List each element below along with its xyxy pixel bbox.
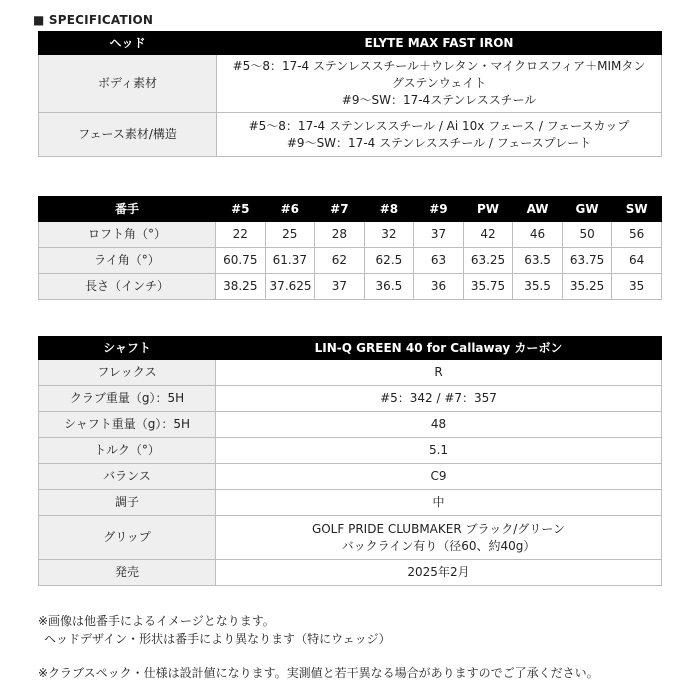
table-cell: 28	[315, 222, 365, 248]
table-cell: 56	[612, 222, 662, 248]
table-cell: 37.625	[265, 274, 315, 300]
table-row	[39, 248, 662, 274]
row-value-kick-point: 中	[216, 490, 662, 516]
value-line: バックライン有り（径60、約40g）	[341, 538, 536, 553]
value-line: #5〜8：17-4 ステンレススチール / Ai 10x フェース / フェースカップ	[248, 118, 630, 133]
row-value-grip	[216, 516, 662, 560]
column-header: GW	[562, 197, 612, 222]
note-spec-disclaimer: ※クラブスペック・仕様は設計値になります。実測値と若干異なる場合がありますのでご了承ください。	[38, 666, 599, 680]
row-label-flex: フレックス	[39, 360, 216, 386]
shaft-table-header-row	[39, 337, 662, 360]
table-cell: 35.75	[463, 274, 513, 300]
table-cell: 32	[364, 222, 414, 248]
column-header: SW	[612, 197, 662, 222]
table-cell: 35.25	[562, 274, 612, 300]
column-header: AW	[513, 197, 563, 222]
table-row	[39, 560, 662, 586]
table-cell: 62	[315, 248, 365, 274]
row-value-flex: R	[216, 360, 662, 386]
row-value-shaft-weight: 48	[216, 412, 662, 438]
row-label-torque: トルク（°）	[39, 438, 216, 464]
row-label-grip: グリップ	[39, 516, 216, 560]
row-label-loft: ロフト角（°）	[39, 222, 216, 248]
table-cell: 22	[216, 222, 266, 248]
table-cell: 60.75	[216, 248, 266, 274]
value-line: #9〜SW：17-4ステンレススチール	[341, 93, 537, 107]
table-row	[39, 490, 662, 516]
table-cell: 38.25	[216, 274, 266, 300]
row-value-torque: 5.1	[216, 438, 662, 464]
table-cell: 25	[265, 222, 315, 248]
row-value-club-weight: #5：342 / #7：357	[216, 386, 662, 412]
head-table-header-row	[39, 32, 662, 55]
column-header: #5	[216, 197, 266, 222]
table-cell: 36.5	[364, 274, 414, 300]
table-row	[39, 222, 662, 248]
column-header: #7	[315, 197, 365, 222]
column-header: #6	[265, 197, 315, 222]
table-cell: 36	[414, 274, 464, 300]
note-head-design: ヘッドデザイン・形状は番手により異なります（特にウェッジ）	[44, 632, 391, 646]
table-cell: 46	[513, 222, 563, 248]
row-label-face-material: フェース素材/構造	[39, 113, 217, 157]
section-title: ■ SPECIFICATION	[33, 13, 154, 27]
shaft-header-label: シャフト	[39, 337, 216, 360]
table-cell: 37	[414, 222, 464, 248]
column-header: #8	[364, 197, 414, 222]
table-cell: 64	[612, 248, 662, 274]
table-row	[39, 386, 662, 412]
row-label-balance: バランス	[39, 464, 216, 490]
row-label-lie: ライ角（°）	[39, 248, 216, 274]
row-label-kick-point: 調子	[39, 490, 216, 516]
row-value-release: 2025年2月	[216, 560, 662, 586]
table-cell: 62.5	[364, 248, 414, 274]
value-line: グステンウェイト	[391, 76, 487, 90]
table-cell: 63.25	[463, 248, 513, 274]
table-cell: 61.37	[265, 248, 315, 274]
table-cell: 37	[315, 274, 365, 300]
table-cell: 42	[463, 222, 513, 248]
head-header-value: ELYTE MAX FAST IRON	[217, 32, 662, 55]
table-row	[39, 113, 662, 157]
note-image: ※画像は他番手によるイメージとなります。	[38, 614, 275, 628]
shaft-spec-table	[38, 336, 662, 586]
table-cell: 35.5	[513, 274, 563, 300]
club-number-table	[38, 196, 662, 300]
table-cell: 63.75	[562, 248, 612, 274]
table-cell: 50	[562, 222, 612, 248]
head-header-label: ヘッド	[39, 32, 217, 55]
table-row	[39, 274, 662, 300]
head-spec-table	[38, 31, 662, 157]
column-header: #9	[414, 197, 464, 222]
row-label-body-material: ボディ素材	[39, 55, 217, 113]
table-row	[39, 360, 662, 386]
number-header-label: 番手	[39, 197, 216, 222]
table-row	[39, 55, 662, 113]
row-label-release: 発売	[39, 560, 216, 586]
value-line: GOLF PRIDE CLUBMAKER ブラック/グリーン	[311, 521, 566, 536]
shaft-header-value: LIN-Q GREEN 40 for Callaway カーボン	[216, 337, 662, 360]
table-row	[39, 438, 662, 464]
column-header: PW	[463, 197, 513, 222]
row-label-shaft-weight: シャフト重量（g）：5H	[39, 412, 216, 438]
row-label-length: 長さ（インチ）	[39, 274, 216, 300]
row-label-club-weight: クラブ重量（g）：5H	[39, 386, 216, 412]
table-row	[39, 516, 662, 560]
number-table-header-row	[39, 197, 662, 222]
value-line: #9〜SW：17-4 ステンレススチール / フェースプレート	[286, 135, 592, 150]
row-value-balance: C9	[216, 464, 662, 490]
value-line: #5〜8：17-4 ステンレススチール＋ウレタン・マイクロスフィア＋MIMタン	[232, 59, 646, 73]
row-value-face-material	[217, 113, 662, 157]
table-cell: 63	[414, 248, 464, 274]
table-cell: 35	[612, 274, 662, 300]
table-cell: 63.5	[513, 248, 563, 274]
table-row	[39, 464, 662, 490]
table-row	[39, 412, 662, 438]
row-value-body-material	[217, 55, 662, 113]
